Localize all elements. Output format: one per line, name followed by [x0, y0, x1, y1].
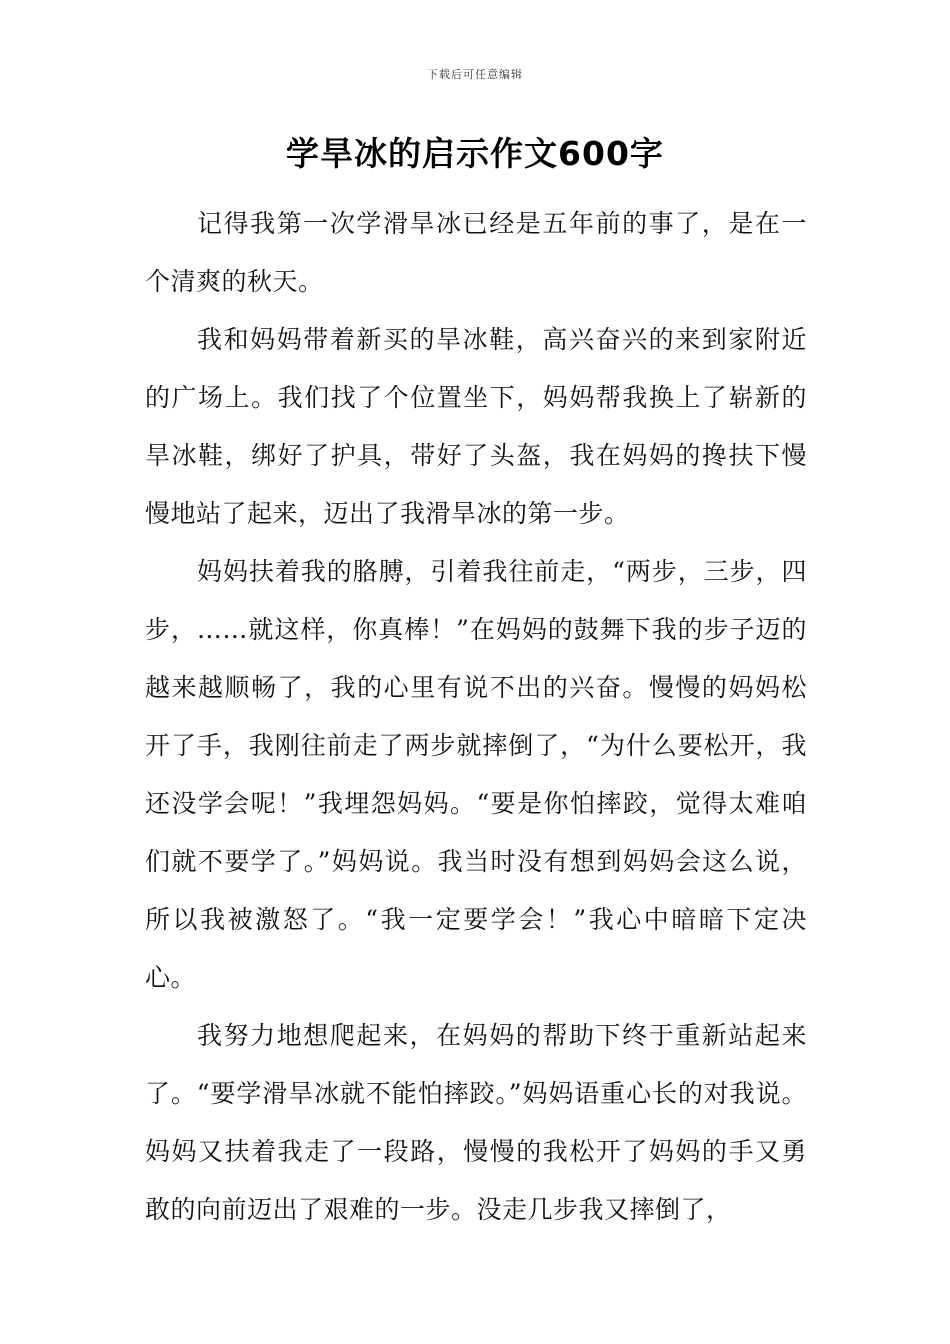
document-body: [145, 195, 807, 1239]
paragraph: 我和妈妈带着新买的旱冰鞋，高兴奋兴的来到家附近的广场上。我们找了个位置坐下，妈妈帮我换上了崭新的旱冰鞋，绑好了护具，带好了头盔，我在妈妈的搀扶下慢慢地站了起来，迈出了我滑旱冰的第一步。: [145, 325, 807, 528]
paragraph: 记得我第一次学滑旱冰已经是五年前的事了，是在一个清爽的秋天。: [145, 209, 807, 296]
document-title: 学旱冰的启示作文600字: [286, 134, 664, 173]
paragraph: 妈妈扶着我的胳膊，引着我往前走，“两步，三步，四步，……就这样，你真棒！”在妈妈的鼓舞下我的步子迈的越来越顺畅了，我的心里有说不出的兴奋。慢慢的妈妈松开了手，我刚往前走了两步就摔倒了，“为什么要松开，我还没学会呢！”我埋怨妈妈。“要是你怕摔跤，觉得太难咱们就不要学了。”妈妈说。我当时没有想到妈妈会这么说，所以我被激怒了。“我一定要学会！”我心中暗暗下定决心。: [145, 557, 807, 992]
paragraph: 我努力地想爬起来，在妈妈的帮助下终于重新站起来了。“要学滑旱冰就不能怕摔跤。”妈妈语重心长的对我说。妈妈又扶着我走了一段路，慢慢的我松开了妈妈的手又勇敢的向前迈出了艰难的一步。没走几步我又摔倒了，: [145, 1021, 807, 1224]
header-note: 下载后可任意编辑: [427, 68, 523, 81]
